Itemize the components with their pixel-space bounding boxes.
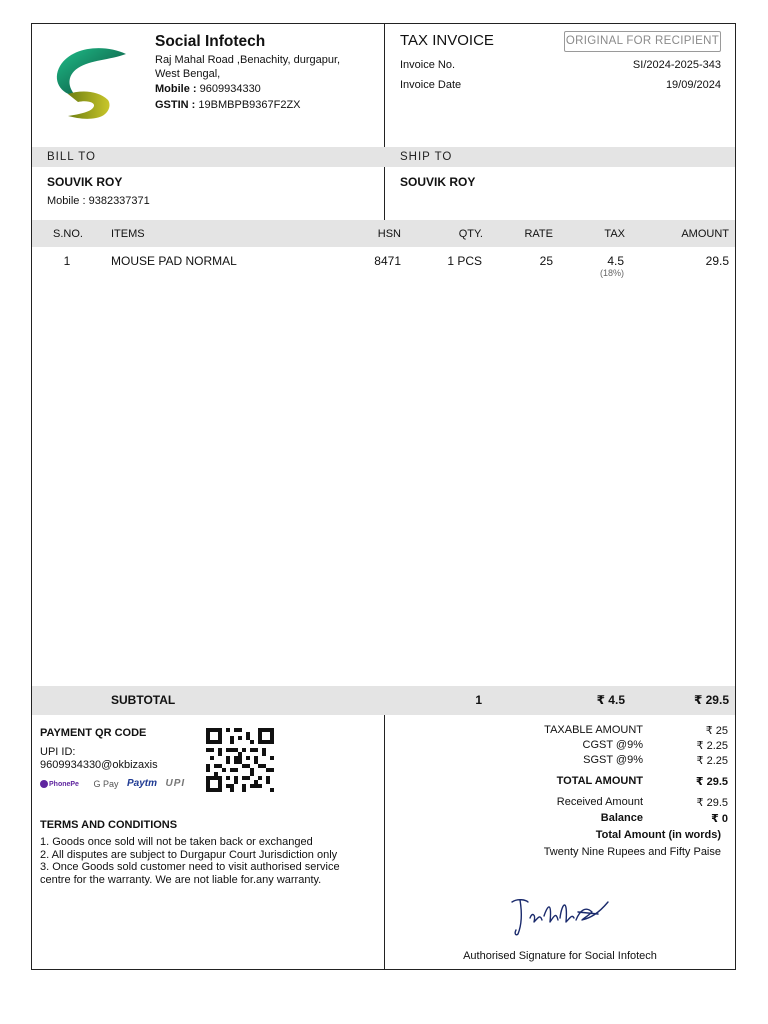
bill-to-mobile-value: 9382337371 <box>88 195 150 207</box>
invoice-number: SI/2024-2025-343 <box>632 59 721 71</box>
invoice-number-label: Invoice No. <box>400 59 456 71</box>
subtotal-amount: ₹ 29.5 <box>693 693 729 707</box>
upi-icon: UPI <box>165 778 186 790</box>
gpay-icon: G Pay <box>93 778 119 789</box>
row-tax-pct: (18%) <box>599 268 624 278</box>
invoice-title: TAX INVOICE <box>400 32 494 49</box>
amount-in-words: Twenty Nine Rupees and Fifty Paise <box>543 846 721 858</box>
terms-title: TERMS AND CONDITIONS <box>40 819 178 831</box>
company-address-line1: Raj Mahal Road ,Benachity, durgapur, <box>155 54 341 66</box>
company-gstin <box>155 99 301 111</box>
col-qty: QTY. <box>458 228 483 240</box>
row-sno: 1 <box>63 254 71 268</box>
original-recipient-badge: ORIGINAL FOR RECIPIENT <box>564 31 721 52</box>
company-mobile <box>155 83 261 95</box>
received-amount-label: Received Amount <box>556 796 643 808</box>
company-name: Social Infotech <box>155 33 266 50</box>
cgst-value: ₹ 2.25 <box>696 740 728 752</box>
col-rate: RATE <box>524 228 553 240</box>
payment-qr-title: PAYMENT QR CODE <box>40 727 147 739</box>
sgst-label: SGST @9% <box>583 754 643 766</box>
subtotal-qty: 1 <box>475 693 482 707</box>
taxable-amount-value: ₹ 25 <box>705 725 728 737</box>
table-row <box>32 250 735 282</box>
ship-to-label: SHIP TO <box>400 151 453 163</box>
cgst-label: CGST @9% <box>582 739 643 751</box>
col-sno: S.NO. <box>53 228 83 240</box>
col-hsn: HSN <box>377 228 401 240</box>
subtotal-label: SUBTOTAL <box>111 693 176 707</box>
upi-id: 9609934330@okbizaxis <box>40 759 158 771</box>
bill-to-mobile-label: Mobile : <box>47 195 86 207</box>
invoice-date: 19/09/2024 <box>665 79 721 91</box>
terms-line-2: 2. All disputes are subject to Durgapur Court Jurisdiction only <box>40 849 338 861</box>
terms-line-3: 3. Once Goods sold customer need to visit authorised service <box>40 861 340 873</box>
ship-to-name: SOUVIK ROY <box>400 175 476 189</box>
phonepe-icon: PhonePe <box>40 779 85 789</box>
subtotal-tax: ₹ 4.5 <box>596 693 625 707</box>
balance-value: ₹ 0 <box>711 813 728 825</box>
col-tax: TAX <box>604 228 625 240</box>
handwritten-signature <box>508 892 612 938</box>
company-mobile-value: 9609934330 <box>199 83 261 95</box>
party-header-band <box>32 147 735 167</box>
taxable-amount-label: TAXABLE AMOUNT <box>544 724 643 736</box>
total-amount-label: TOTAL AMOUNT <box>556 775 643 787</box>
row-item: MOUSE PAD NORMAL <box>111 254 237 268</box>
received-amount-value: ₹ 29.5 <box>696 797 728 809</box>
company-mobile-label: Mobile : <box>155 83 197 95</box>
footer-divider <box>384 715 385 970</box>
terms-line-4: centre for the warranty. We are not liable for.any warranty. <box>40 874 322 886</box>
col-amount: AMOUNT <box>681 228 729 240</box>
row-rate: 25 <box>539 254 553 268</box>
row-tax: 4.5 <box>607 254 624 268</box>
sgst-value: ₹ 2.25 <box>696 755 728 767</box>
terms-line-1: 1. Goods once sold will not be taken back or exchanged <box>40 836 313 848</box>
payment-qr-code <box>206 728 274 792</box>
company-logo <box>50 44 130 124</box>
company-gstin-label: GSTIN : <box>155 99 196 111</box>
header-divider <box>384 23 385 220</box>
company-gstin-value: 19BMBPB9367F2ZX <box>198 99 301 111</box>
signature-caption: Authorised Signature for Social Infotech <box>463 950 657 962</box>
invoice-date-label: Invoice Date <box>400 79 462 91</box>
payment-app-icons <box>40 778 191 789</box>
row-amount: 29.5 <box>705 254 729 268</box>
bill-to-label: BILL TO <box>47 151 96 163</box>
balance-label: Balance <box>600 812 643 824</box>
amount-in-words-label: Total Amount (in words) <box>595 829 721 841</box>
upi-label: UPI ID: <box>40 746 76 758</box>
row-qty: 1 PCS <box>447 254 482 268</box>
paytm-icon: Paytm <box>127 778 158 790</box>
total-amount-value: ₹ 29.5 <box>695 776 728 788</box>
bill-to-name: SOUVIK ROY <box>47 175 123 189</box>
bill-to-mobile <box>47 195 150 207</box>
col-items: ITEMS <box>111 228 145 240</box>
row-hsn: 8471 <box>374 254 401 268</box>
company-address-line2: West Bengal, <box>155 68 221 80</box>
